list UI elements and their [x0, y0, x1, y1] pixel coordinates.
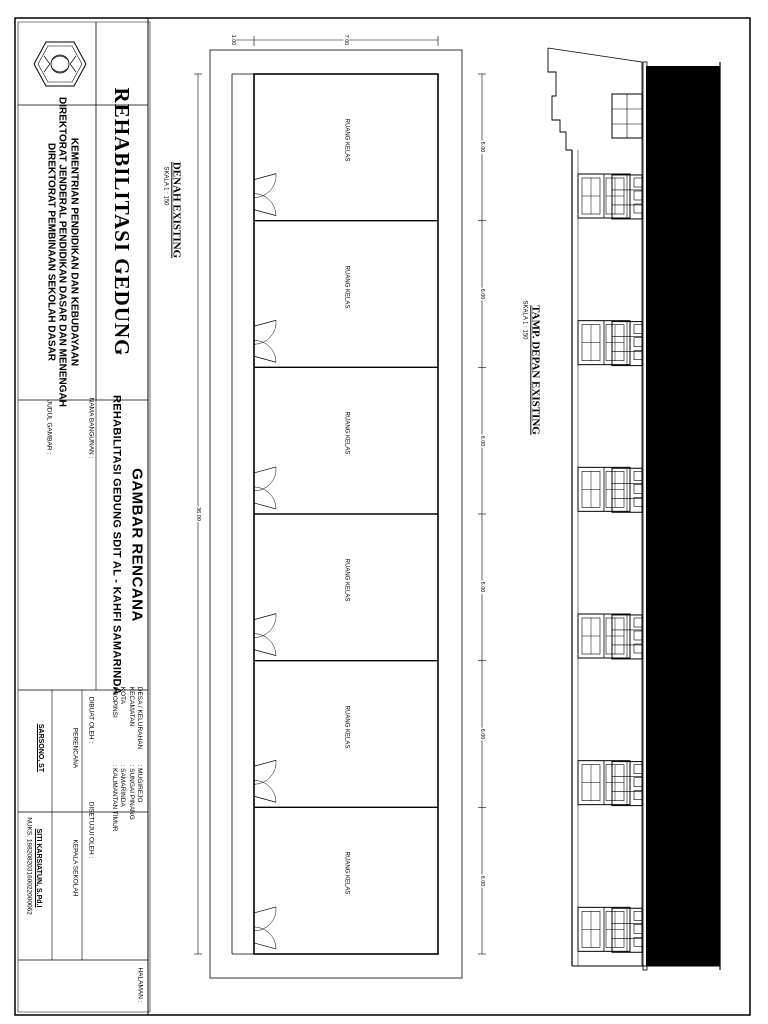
drawing-title-label: JUDUL GAMBAR : — [45, 399, 53, 455]
room-label: RUANG KELAS — [343, 851, 350, 895]
project-name: REHABILITASI GEDUNG SDIT AL - KAHFI SAMARINDA — [110, 395, 123, 695]
room-dimension: 6.00 — [479, 435, 486, 447]
elevation-scale: SKALA 1 : 150 — [521, 300, 528, 340]
window-icon — [612, 762, 642, 806]
room-dimension: 6.00 — [479, 141, 486, 153]
ministry-line: DIREKTORAT JENDERAL PENDIDIKAN DASAR DAN MENENGAH — [56, 96, 68, 408]
location-values — [109, 765, 143, 832]
location-label: DESA / KELURAHAN — [135, 686, 143, 750]
location-value: : SUNGAI PINANG — [127, 764, 135, 820]
room-label: RUANG KELAS — [343, 558, 350, 602]
window-icon — [612, 322, 642, 366]
plan-title: DENAH EXISTING — [170, 161, 183, 259]
overall-dimension: 36.00 — [195, 507, 202, 521]
double-door-icon — [578, 761, 642, 805]
location-value: : MUGIREJO — [135, 764, 143, 803]
window-icon — [612, 175, 642, 219]
location-label: KOTA — [119, 686, 126, 704]
location-value: : KALIMANTAN TIMUR — [110, 764, 118, 832]
planner-name: SARSONO, ST — [37, 723, 45, 773]
drawing-type: GAMBAR RENCANA — [128, 468, 146, 622]
room-dimension: 6.00 — [479, 875, 486, 887]
window-icon — [612, 468, 642, 512]
room-label: RUANG KELAS — [343, 118, 350, 162]
page-label: HALAMAN : — [136, 967, 144, 1003]
building-name-label: NAMA BANGUNAN : — [87, 397, 95, 459]
made-by-label: DIBUAT OLEH : — [87, 696, 95, 744]
location-label: PROPINSI — [110, 686, 118, 718]
location-label: KECAMATAN — [127, 686, 135, 727]
headmaster-name: SITI KARSIATUN, S.Pd.I — [35, 828, 43, 908]
ministry-logo-icon — [34, 42, 86, 86]
room-dimension: 6.00 — [479, 288, 486, 300]
depth-dimension: 7.00 — [343, 34, 350, 46]
ministry-line: DIREKTORAT PEMBINAAN SEKOLAH DASAR — [45, 143, 57, 361]
elevation-drawing — [548, 48, 720, 970]
location-labels — [109, 687, 143, 750]
main-title: REHABILITASI GEDUNG — [110, 87, 135, 357]
double-door-icon — [578, 614, 642, 658]
room-dimension: 6.00 — [479, 581, 486, 593]
door-swing-icon — [254, 174, 276, 216]
ministry-line: KEMENTRIAN PENDIDIKAN DAN KEBUDAYAAN — [68, 137, 80, 367]
door-swing-icon — [254, 614, 276, 656]
double-door-icon — [578, 174, 642, 218]
ministry-block — [45, 97, 80, 407]
elevation-title: TAMP. DEPAN EXISTING — [529, 305, 542, 435]
door-swing-icon — [254, 760, 276, 802]
corridor-dimension: 1.00 — [230, 34, 237, 46]
planner-label: PERENCANA — [71, 727, 79, 769]
door-swing-icon — [254, 467, 276, 509]
room-label: RUANG KELAS — [343, 411, 350, 455]
plan-drawing — [194, 36, 486, 978]
plan-scale: SKALA 1 : 150 — [162, 166, 169, 206]
door-swing-icon — [254, 320, 276, 362]
room-label: RUANG KELAS — [343, 705, 350, 748]
location-value: : SAMARINDA — [119, 764, 126, 807]
window-icon — [612, 908, 642, 952]
double-door-icon — [578, 907, 642, 951]
double-door-icon — [578, 467, 642, 511]
window-icon — [612, 94, 642, 138]
door-swing-icon — [254, 907, 276, 949]
approved-by-label: DISETUJUI OLEH : — [87, 801, 95, 859]
headmaster-nip: NUKS. 198208203160022000062 — [25, 817, 33, 915]
roof-mass — [646, 66, 720, 966]
room-dimension: 6.00 — [479, 728, 486, 740]
headmaster-label: KEPALA SEKOLAH — [71, 839, 79, 897]
double-door-icon — [578, 321, 642, 365]
room-label: RUANG KELAS — [343, 265, 350, 308]
window-icon — [612, 615, 642, 659]
